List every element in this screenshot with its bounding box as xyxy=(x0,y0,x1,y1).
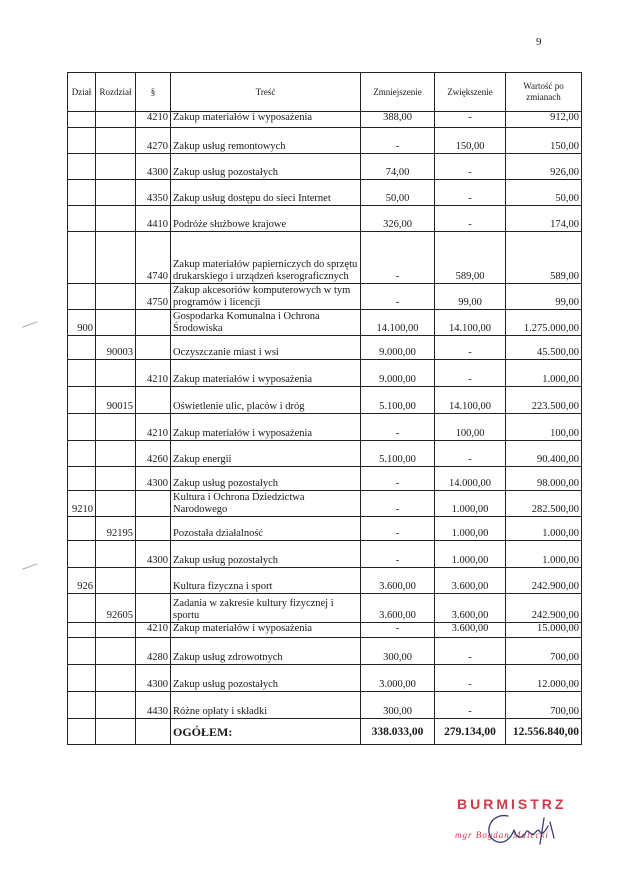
cell-wartosc: 100,00 xyxy=(506,414,582,441)
cell-rozdzial xyxy=(96,360,136,387)
cell-wartosc: 589,00 xyxy=(506,232,582,284)
cell-zwiekszenie: - xyxy=(435,180,506,206)
cell-zmniejszenie: - xyxy=(361,491,435,517)
cell-tresc: Gospodarka Komunalna i Ochrona Środowiska xyxy=(171,310,361,336)
cell-rozdzial xyxy=(96,414,136,441)
cell-dzial xyxy=(68,517,96,541)
table-row xyxy=(68,414,582,441)
stamp-title: BURMISTRZ xyxy=(457,796,567,812)
cell-zwiekszenie: 1.000,00 xyxy=(435,517,506,541)
cell-tresc: Zakup materiałów i wyposażenia xyxy=(171,623,361,638)
cell-rozdzial xyxy=(96,232,136,284)
cell-wartosc: 1.000,00 xyxy=(506,517,582,541)
page-number: 9 xyxy=(536,36,542,48)
cell-wartosc: 912,00 xyxy=(506,112,582,128)
handwritten-signature xyxy=(478,808,568,854)
cell-tresc: Zadania w zakresie kultury fizycznej i sportu xyxy=(171,594,361,623)
cell-dzial xyxy=(68,232,96,284)
cell-zmniejszenie: 50,00 xyxy=(361,180,435,206)
cell-zwiekszenie: 1.000,00 xyxy=(435,491,506,517)
cell-dzial: 926 xyxy=(68,568,96,594)
table-row xyxy=(68,128,582,154)
cell-zwiekszenie: 14.100,00 xyxy=(435,310,506,336)
margin-mark xyxy=(22,563,38,570)
cell-paragraf: 4350 xyxy=(136,180,171,206)
cell-paragraf xyxy=(136,336,171,360)
cell-zmniejszenie: - xyxy=(361,128,435,154)
cell-zmniejszenie: - xyxy=(361,232,435,284)
cell-tresc: Kultura i Ochrona Dziedzictwa Narodowego xyxy=(171,491,361,517)
cell-rozdzial xyxy=(96,112,136,128)
cell-rozdzial xyxy=(96,491,136,517)
header-paragraf: § xyxy=(136,73,171,112)
cell-wartosc: 90.400,00 xyxy=(506,441,582,467)
cell-tresc: Zakup usług pozostałych xyxy=(171,467,361,491)
table-row xyxy=(68,441,582,467)
cell-zmniejszenie: 300,00 xyxy=(361,692,435,719)
cell-zwiekszenie: - xyxy=(435,336,506,360)
cell-zwiekszenie: 1.000,00 xyxy=(435,541,506,568)
cell-zmniejszenie: 388,00 xyxy=(361,112,435,128)
cell-rozdzial xyxy=(96,154,136,180)
cell-zwiekszenie: 589,00 xyxy=(435,232,506,284)
total-empty-cell xyxy=(68,719,96,745)
cell-dzial xyxy=(68,692,96,719)
table-row xyxy=(68,336,582,360)
cell-wartosc: 98.000,00 xyxy=(506,467,582,491)
cell-dzial xyxy=(68,467,96,491)
table-row xyxy=(68,692,582,719)
cell-rozdzial xyxy=(96,568,136,594)
total-empty-cell xyxy=(96,719,136,745)
cell-dzial: 9210 xyxy=(68,491,96,517)
table-row xyxy=(68,665,582,692)
cell-paragraf: 4210 xyxy=(136,112,171,128)
cell-zwiekszenie: 3.600,00 xyxy=(435,568,506,594)
cell-rozdzial xyxy=(96,310,136,336)
cell-wartosc: 926,00 xyxy=(506,154,582,180)
table-row xyxy=(68,638,582,665)
cell-zwiekszenie: 99,00 xyxy=(435,284,506,310)
cell-zwiekszenie: - xyxy=(435,665,506,692)
table-row xyxy=(68,594,582,623)
cell-rozdzial xyxy=(96,180,136,206)
cell-wartosc: 223.500,00 xyxy=(506,387,582,414)
cell-zmniejszenie: 14.100,00 xyxy=(361,310,435,336)
cell-dzial xyxy=(68,154,96,180)
cell-paragraf: 4300 xyxy=(136,154,171,180)
cell-zmniejszenie: 5.100,00 xyxy=(361,387,435,414)
cell-wartosc: 50,00 xyxy=(506,180,582,206)
cell-dzial xyxy=(68,665,96,692)
cell-dzial xyxy=(68,414,96,441)
table-row xyxy=(68,310,582,336)
cell-rozdzial xyxy=(96,284,136,310)
cell-paragraf: 4210 xyxy=(136,414,171,441)
table-row xyxy=(68,517,582,541)
table-row xyxy=(68,154,582,180)
cell-rozdzial: 90003 xyxy=(96,336,136,360)
cell-dzial xyxy=(68,441,96,467)
cell-dzial xyxy=(68,387,96,414)
cell-zmniejszenie: 9.000,00 xyxy=(361,360,435,387)
cell-wartosc: 174,00 xyxy=(506,206,582,232)
cell-zwiekszenie: - xyxy=(435,360,506,387)
cell-dzial xyxy=(68,112,96,128)
cell-tresc: Podróże służbowe krajowe xyxy=(171,206,361,232)
cell-dzial xyxy=(68,284,96,310)
cell-wartosc: 12.000,00 xyxy=(506,665,582,692)
header-dzial: Dział xyxy=(68,73,96,112)
cell-dzial xyxy=(68,594,96,623)
cell-zwiekszenie: 3.600,00 xyxy=(435,623,506,638)
cell-tresc: Zakup usług pozostałych xyxy=(171,154,361,180)
cell-paragraf xyxy=(136,594,171,623)
cell-zwiekszenie: - xyxy=(435,112,506,128)
cell-zwiekszenie: 14.100,00 xyxy=(435,387,506,414)
cell-paragraf: 4270 xyxy=(136,128,171,154)
cell-rozdzial xyxy=(96,441,136,467)
cell-zmniejszenie: 3.600,00 xyxy=(361,568,435,594)
table-header-row xyxy=(68,73,582,112)
cell-paragraf: 4280 xyxy=(136,638,171,665)
cell-tresc: Oświetlenie ulic, placów i dróg xyxy=(171,387,361,414)
cell-tresc: Zakup usług pozostałych xyxy=(171,665,361,692)
cell-dzial xyxy=(68,206,96,232)
cell-zwiekszenie: - xyxy=(435,441,506,467)
cell-paragraf xyxy=(136,387,171,414)
budget-table xyxy=(67,72,582,745)
margin-mark xyxy=(22,321,38,328)
cell-zmniejszenie: - xyxy=(361,541,435,568)
cell-rozdzial xyxy=(96,206,136,232)
cell-zmniejszenie: - xyxy=(361,284,435,310)
cell-paragraf: 4210 xyxy=(136,623,171,638)
cell-dzial xyxy=(68,360,96,387)
cell-wartosc: 15.000,00 xyxy=(506,623,582,638)
cell-zmniejszenie: 3.000,00 xyxy=(361,665,435,692)
cell-rozdzial xyxy=(96,541,136,568)
total-label: OGÓŁEM: xyxy=(171,719,361,745)
table-row xyxy=(68,206,582,232)
cell-zmniejszenie: 5.100,00 xyxy=(361,441,435,467)
total-zwiekszenie: 279.134,00 xyxy=(435,719,506,745)
cell-zmniejszenie: - xyxy=(361,623,435,638)
cell-rozdzial xyxy=(96,638,136,665)
cell-wartosc: 700,00 xyxy=(506,692,582,719)
cell-zwiekszenie: 150,00 xyxy=(435,128,506,154)
header-tresc: Treść xyxy=(171,73,361,112)
table-row xyxy=(68,112,582,128)
cell-rozdzial: 92605 xyxy=(96,594,136,623)
header-zwiekszenie: Zwiększenie xyxy=(435,73,506,112)
cell-tresc: Zakup usług pozostałych xyxy=(171,541,361,568)
cell-rozdzial xyxy=(96,467,136,491)
table-row xyxy=(68,491,582,517)
cell-dzial xyxy=(68,180,96,206)
cell-paragraf xyxy=(136,491,171,517)
cell-paragraf: 4300 xyxy=(136,467,171,491)
cell-paragraf: 4740 xyxy=(136,232,171,284)
cell-dzial xyxy=(68,541,96,568)
cell-tresc: Zakup materiałów i wyposażenia xyxy=(171,360,361,387)
cell-tresc: Zakup energii xyxy=(171,441,361,467)
table-row xyxy=(68,284,582,310)
table-row xyxy=(68,467,582,491)
cell-rozdzial: 92195 xyxy=(96,517,136,541)
cell-zwiekszenie: 14.000,00 xyxy=(435,467,506,491)
cell-wartosc: 45.500,00 xyxy=(506,336,582,360)
cell-wartosc: 282.500,00 xyxy=(506,491,582,517)
cell-rozdzial xyxy=(96,623,136,638)
cell-dzial xyxy=(68,128,96,154)
total-wartosc: 12.556.840,00 xyxy=(506,719,582,745)
table-row xyxy=(68,360,582,387)
cell-zwiekszenie: - xyxy=(435,692,506,719)
cell-rozdzial xyxy=(96,128,136,154)
cell-tresc: Zakup usług zdrowotnych xyxy=(171,638,361,665)
cell-tresc: Oczyszczanie miast i wsi xyxy=(171,336,361,360)
table-row xyxy=(68,387,582,414)
total-zmniejszenie: 338.033,00 xyxy=(361,719,435,745)
cell-rozdzial xyxy=(96,692,136,719)
cell-wartosc: 242.900,00 xyxy=(506,594,582,623)
cell-tresc: Zakup usług remontowych xyxy=(171,128,361,154)
cell-tresc: Zakup materiałów papierniczych do sprzętu drukarskiego i urządzeń kserograficznych xyxy=(171,232,361,284)
cell-tresc: Kultura fizyczna i sport xyxy=(171,568,361,594)
cell-wartosc: 1.275.000,00 xyxy=(506,310,582,336)
cell-paragraf: 4410 xyxy=(136,206,171,232)
cell-dzial: 900 xyxy=(68,310,96,336)
cell-paragraf: 4750 xyxy=(136,284,171,310)
cell-rozdzial xyxy=(96,665,136,692)
cell-zmniejszenie: - xyxy=(361,414,435,441)
table-row xyxy=(68,180,582,206)
table-row xyxy=(68,541,582,568)
cell-tresc: Różne opłaty i składki xyxy=(171,692,361,719)
table-body xyxy=(68,112,582,719)
cell-dzial xyxy=(68,638,96,665)
cell-zmniejszenie: 74,00 xyxy=(361,154,435,180)
cell-paragraf xyxy=(136,568,171,594)
table-row xyxy=(68,568,582,594)
cell-dzial xyxy=(68,336,96,360)
cell-tresc: Zakup materiałów i wyposażenia xyxy=(171,112,361,128)
cell-zmniejszenie: 9.000,00 xyxy=(361,336,435,360)
table-row xyxy=(68,232,582,284)
cell-wartosc: 700,00 xyxy=(506,638,582,665)
cell-wartosc: 1.000,00 xyxy=(506,541,582,568)
cell-tresc: Zakup usług dostępu do sieci Internet xyxy=(171,180,361,206)
cell-wartosc: 242.900,00 xyxy=(506,568,582,594)
cell-zwiekszenie: - xyxy=(435,638,506,665)
cell-paragraf: 4210 xyxy=(136,360,171,387)
cell-dzial xyxy=(68,623,96,638)
cell-paragraf xyxy=(136,517,171,541)
cell-paragraf xyxy=(136,310,171,336)
cell-zwiekszenie: - xyxy=(435,206,506,232)
cell-paragraf: 4300 xyxy=(136,541,171,568)
cell-tresc: Zakup materiałów i wyposażenia xyxy=(171,414,361,441)
cell-paragraf: 4260 xyxy=(136,441,171,467)
cell-zwiekszenie: - xyxy=(435,154,506,180)
header-rozdzial: Rozdział xyxy=(96,73,136,112)
cell-zwiekszenie: 100,00 xyxy=(435,414,506,441)
cell-paragraf: 4300 xyxy=(136,665,171,692)
table-row xyxy=(68,623,582,638)
cell-tresc: Pozostała działalność xyxy=(171,517,361,541)
cell-wartosc: 99,00 xyxy=(506,284,582,310)
cell-wartosc: 1.000,00 xyxy=(506,360,582,387)
cell-zmniejszenie: - xyxy=(361,467,435,491)
cell-zmniejszenie: - xyxy=(361,517,435,541)
header-wartosc: Wartość po zmianach xyxy=(506,73,582,112)
total-empty-cell xyxy=(136,719,171,745)
cell-zmniejszenie: 300,00 xyxy=(361,638,435,665)
cell-zmniejszenie: 326,00 xyxy=(361,206,435,232)
cell-zmniejszenie: 3.600,00 xyxy=(361,594,435,623)
cell-zwiekszenie: 3.600,00 xyxy=(435,594,506,623)
cell-wartosc: 150,00 xyxy=(506,128,582,154)
total-row xyxy=(68,719,582,745)
header-zmniejszenie: Zmniejszenie xyxy=(361,73,435,112)
cell-paragraf: 4430 xyxy=(136,692,171,719)
cell-tresc: Zakup akcesoriów komputerowych w tym programów i licencji xyxy=(171,284,361,310)
stamp-name: mgr Bogdan Malecki xyxy=(455,830,549,840)
cell-rozdzial: 90015 xyxy=(96,387,136,414)
